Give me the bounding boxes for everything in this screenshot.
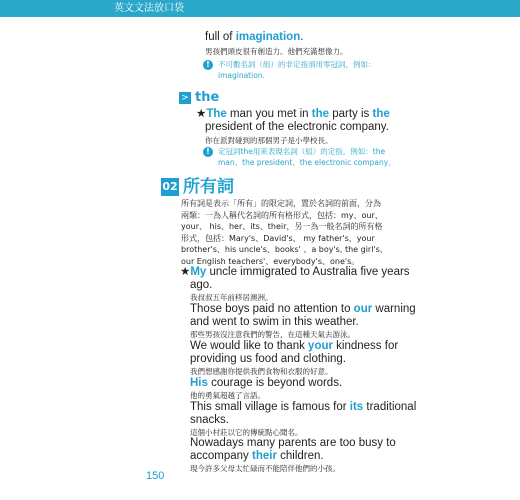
note-icon: ! <box>203 60 213 70</box>
example-sentence: ★My uncle immigrated to Australia five years <box>180 266 410 278</box>
chinese-translation: 我叔叔五年前移居澳洲。 <box>190 293 273 302</box>
example-sentence: His courage is beyond words. <box>190 377 343 389</box>
example-sentence-cont: president of the electronic company. <box>205 121 389 133</box>
example-sentence-cont: snacks. <box>190 414 229 426</box>
keyword: imagination <box>235 31 301 43</box>
note-line: imagination. <box>218 71 265 80</box>
chinese-translation: 那些男孩沒注意我們的警告，在這種天氣去游泳。 <box>190 330 355 339</box>
section-heading: the <box>195 90 220 105</box>
chinese-translation: 你在派對碰到的那個男子是小學校長。 <box>205 136 333 145</box>
example-sentence: This small village is famous for its traditional <box>190 401 417 413</box>
note-icon: ! <box>203 147 213 157</box>
page-number: 150 <box>146 470 165 482</box>
sentence-tail: full of imagination. <box>205 31 304 43</box>
example-sentence: Nowadays many parents are too busy to <box>190 437 396 449</box>
example-sentence: We would like to thank your kindness for <box>190 340 399 352</box>
note-line: 不可數名詞（組）的非定指須用零冠詞，例如： <box>218 60 376 69</box>
chinese-translation: 男孩們頭皮很有創造力。他們充滿想像力。 <box>205 47 348 56</box>
example-sentence-cont: ago. <box>190 279 213 291</box>
example-sentence: Those boys paid no attention to our warning <box>190 303 416 315</box>
star-icon: ★ <box>196 108 207 120</box>
section-description: 所有詞是表示「所有」的限定詞，置於名詞的前面，分為 兩類：一為人稱代名詞的所有格形式，包括：my、our、 your、 his、her、its、their，另一為一般名詞的所有格 形式，包括：Mary's、David's、 my father's、your brother's、his uncle's、books' 、a boy's, the girl's、 our English teachers'、everybody's、one's。 <box>181 199 388 266</box>
book-title: 英文文法放口袋 <box>114 3 184 14</box>
section-title: 所有詞 <box>183 177 234 197</box>
example-sentence-cont: providing us food and clothing. <box>190 353 346 365</box>
section-number: 02 <box>161 178 179 196</box>
example-sentence-cont: and went to swim in this weather. <box>190 316 359 328</box>
note-line: man、the president、the electronic company。 <box>218 158 396 167</box>
example-sentence: ★The man you met in the party is the <box>196 108 390 120</box>
chinese-translation: 他的勇氣超越了言語。 <box>190 391 265 400</box>
chinese-translation: 現今許多父母太忙碌而不能陪伴他們的小孩。 <box>190 464 340 473</box>
star-icon: ★ <box>180 266 191 278</box>
arrow-icon: > <box>179 92 191 104</box>
note-line: 定冠詞the用來表現名詞（組）的定指，例如：the <box>218 147 386 156</box>
example-sentence-cont: accompany their children. <box>190 450 324 462</box>
chinese-translation: 這個小村莊以它的傳統點心聞名。 <box>190 428 303 437</box>
header-bar <box>0 0 520 17</box>
chinese-translation: 我們想感謝你提供我們食物和衣服的好意。 <box>190 367 333 376</box>
